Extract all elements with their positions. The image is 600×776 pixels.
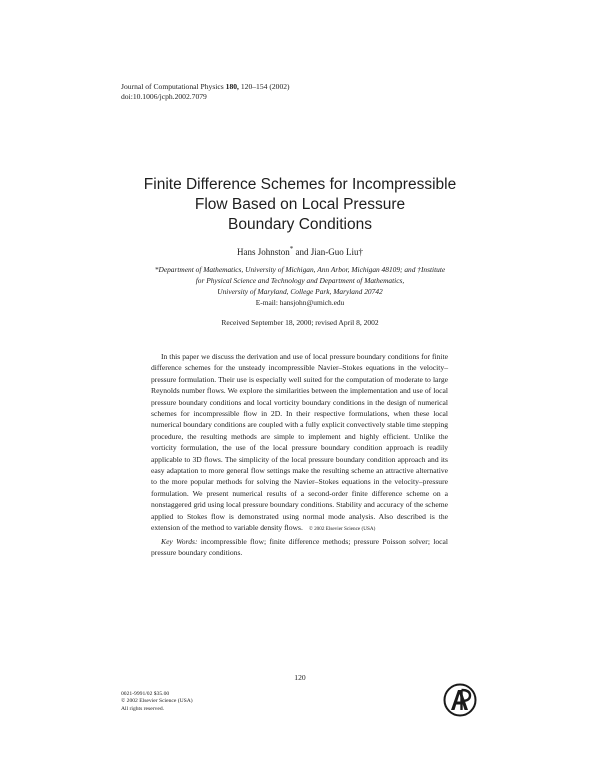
journal-doi: doi:10.1006/jcph.2002.7079 <box>121 92 207 101</box>
abstract <box>151 351 448 558</box>
abstract-paragraph <box>151 351 448 536</box>
affiliation-line-1: *Department of Mathematics, University of Michigan, Ann Arbor, Michigan 48109; and †Institute <box>154 265 446 274</box>
footer-copyright <box>121 691 193 713</box>
footer-line-1: 0021-9991/02 $35.00 <box>121 691 170 697</box>
journal-name: Journal of Computational Physics <box>121 82 224 91</box>
footer-line-2: © 2002 Elsevier Science (USA) <box>121 698 193 705</box>
journal-header <box>121 82 290 102</box>
academic-press-logo-icon <box>443 683 477 717</box>
journal-pages: 120–154 (2002) <box>240 82 290 91</box>
author-2-mark: † <box>358 247 363 257</box>
affiliation-line-2: for Physical Science and Technology and Department of Mathematics, <box>195 276 405 285</box>
title-line-3: Boundary Conditions <box>228 216 372 233</box>
keywords-text: incompressible flow; finite difference methods; pressure Poisson solver; local pressure boundary conditions. <box>151 536 448 557</box>
author-connector: and <box>295 247 309 257</box>
paper-title <box>60 175 540 235</box>
author-1-mark: * <box>289 245 294 253</box>
author-2: Jian-Guo Liu <box>310 247 359 257</box>
page-number: 120 <box>294 673 306 682</box>
title-line-2: Flow Based on Local Pressure <box>194 196 406 213</box>
abstract-text: In this paper we discuss the derivation and use of local pressure boundary conditions for finite difference schemes for the unsteady incompressible Navier–Stokes equations in the velocity–pressure formulation. Their use is especially well suited for the computation of moderate to large Reynolds number flows. We explore the similarities between the implementation and use of local pressure boundary conditions and local vorticity boundary conditions in the design of numerical schemes for incompressible flow in 2D. In their respective formulations, when these local numerical boundary conditions are coupled with a fully explicit convectively stable time stepping procedure, the resulting methods are simple to implement and highly efficient. Unlike the vorticity formulation, the use of the local pressure boundary condition approach is readily applicable to 3D flows. The simplicity of the local pressure boundary condition approach and its easy adaptation to more general flow settings make the resulting scheme an attractive alternative to the more popular methods for solving the Navier–Stokes equations in the velocity–pressure formulation. We present numerical results of a second-order finite difference scheme on a nonstaggered grid using local pressure boundary conditions. Stability and accuracy of the scheme applied to Stokes flow is demonstrated using normal mode analysis. Also described is the extension of the method to variable density flows. <box>151 352 448 533</box>
affiliations <box>60 264 540 308</box>
received-dates: Received September 18, 2000; revised April 8, 2002 <box>221 318 379 327</box>
footer-line-3: All rights reserved. <box>121 705 165 712</box>
keywords-label: Key Words: <box>161 536 198 546</box>
author-list <box>0 245 600 257</box>
keywords <box>151 536 448 559</box>
author-email: E-mail: hansjohn@umich.edu <box>255 298 345 307</box>
journal-volume: 180, <box>225 82 239 91</box>
abstract-copyright: © 2002 Elsevier Science (USA) <box>308 526 376 533</box>
title-line-1: Finite Difference Schemes for Incompressible <box>143 176 457 193</box>
author-1: Hans Johnston <box>236 247 290 257</box>
affiliation-line-3: University of Maryland, College Park, Maryland 20742 <box>217 287 383 296</box>
